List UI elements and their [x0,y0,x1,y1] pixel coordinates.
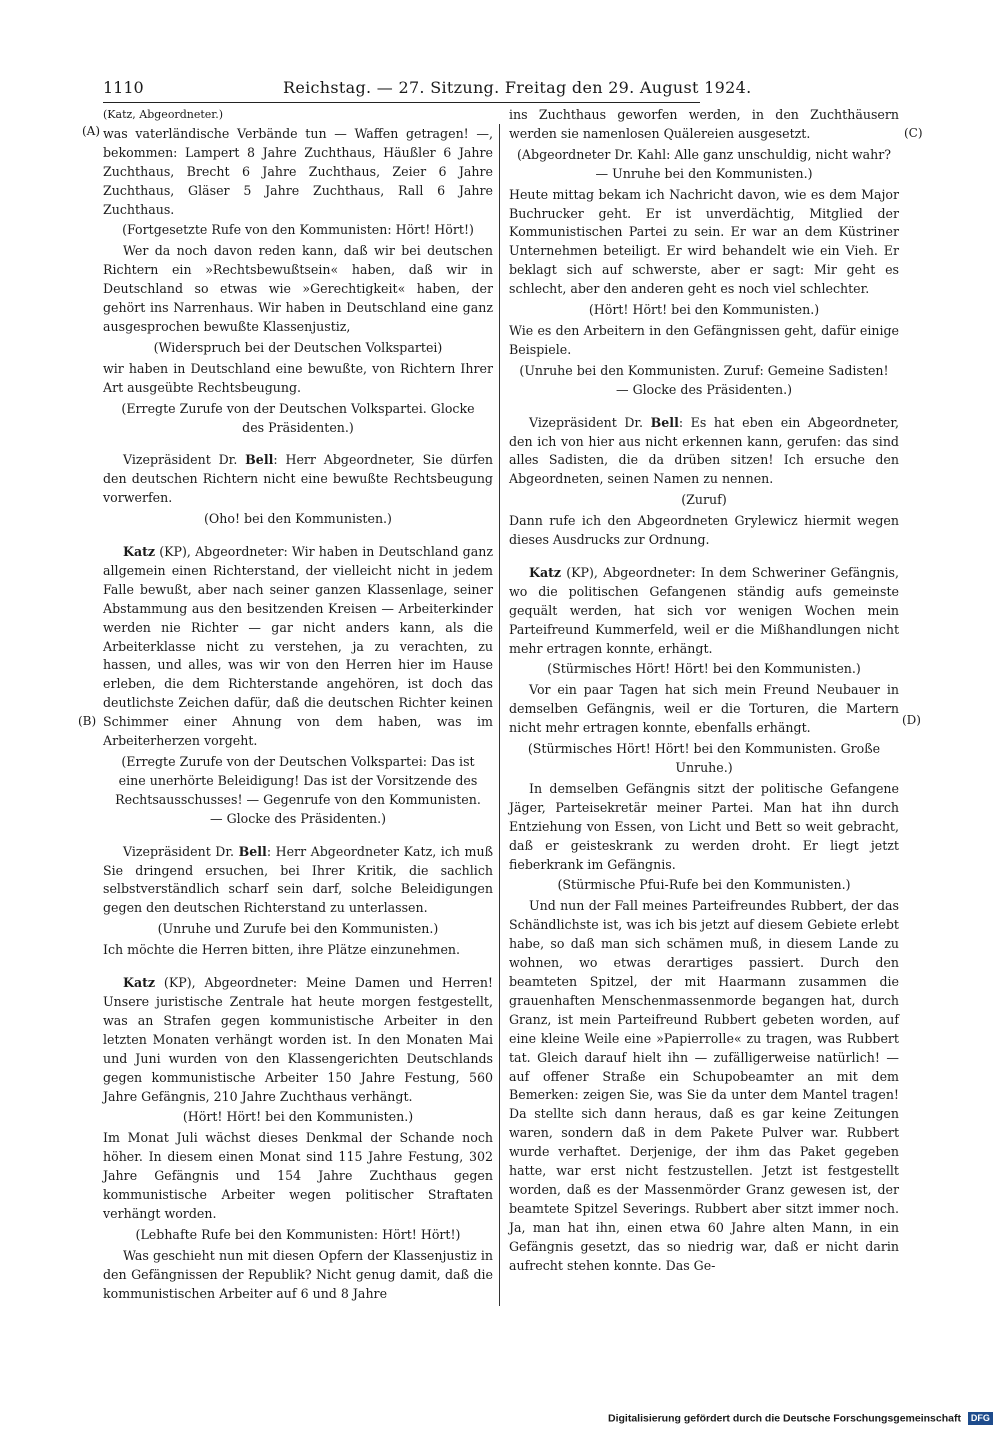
page-header [103,78,752,103]
page-number: 1110 [103,78,144,97]
paragraph: Wie es den Arbeitern in den Gefängnissen geht, dafür einige Beispiele. [509,322,899,357]
interjection: (Stürmisches Hört! Hört! bei den Kommunisten.) [547,661,861,677]
speaker-name: Bell [238,843,267,859]
paragraph: Dann rufe ich den Abgeordneten Grylewicz hiermit wegen dieses Ausdrucks zur Ordnung. [509,513,899,548]
speaker-name: Bell [650,414,679,430]
interjection: (Widerspruch bei der Deutschen Volkspartei) [153,339,443,355]
paragraph: Wer da noch davon reden kann, daß wir bei deutschen Richtern ein »Rechtsbewußtsein« haben, daß wir in Deutschland so etwas wie »Gerechtigkeit« haben, der gehört ins Narrenhaus. Wir haben in Deutschland eine ganz ausgesprochen bewußte Klassenjustiz, [103,243,493,334]
speech-katz: Katz (KP), Abgeordneter: Meine Damen und Herren! Unsere juristische Zentrale hat heute morgen festgestellt, was an Strafen gegen kommunistische Arbeiter in den letzten Monaten verhängt worden ist. In den Monaten Mai und Juni wurden von den Klassengerichten Deutschlands gegen kommunistische Arbeiter 150 Jahre Festung, 560 Jahre Gefängnis, 210 Jahre Zuchthaus verhängt. [103,975,493,1104]
interjection: (Hört! Hört! bei den Kommunisten.) [182,1109,414,1125]
interjection: (Unruhe bei den Kommunisten. Zuruf: Gemeine Sadisten! — Glocke des Präsidenten.) [519,362,889,397]
right-column [509,106,899,1275]
speaker-name: Katz [123,975,156,991]
speech-katz: Katz (KP), Abgeordneter: In dem Schweriner Gefängnis, wo die politischen Gefangenen ständig aufs gemeinste gequält werden, hat sich vor wenigen Wochen mein Parteifreund Kummerfeld, weil er die Mißhandlungen nicht mehr ertragen konnte, erhängt. [509,564,899,656]
speaker-name: Katz [123,544,156,560]
column-divider [499,124,500,1306]
interjection: (Hört! Hört! bei den Kommunisten.) [588,302,820,318]
speech-vizepraesident: Vizepräsident Dr. Bell: Herr Abgeordneter, Sie dürfen den deutschen Richtern nicht eine bewußte Rechtsbeugung vorwerfen. [103,452,494,506]
paragraph: In demselben Gefängnis sitzt der politische Gefangene Jäger, Parteisekretär meiner Partei. Man hat ihn durch Entziehung von Essen, von Licht und Bett so weit gebracht, daß er geisteskrank zu werden droht. Er liegt jetzt fieberkrank im Gefängnis. [509,780,899,872]
paragraph: was vaterländische Verbände tun — Waffen getragen! —, bekommen: Lampert 8 Jahre Zuchthaus, Häußler 6 Jahre Zuchthaus, Brecht 6 Jahre Zuchthaus, Zeier 6 Jahre Zuchthaus, Gläser 5 Jahre Zuchthaus, Rall 6 Jahre Zuchthaus. [103,125,493,217]
paragraph: ins Zuchthaus geworfen werden, in den Zuchthäusern werden sie namenlosen Quälereien ausgesetzt. [509,107,899,141]
paragraph: wir haben in Deutschland eine bewußte, von Richtern Ihrer Art ausgeübte Rechtsbeugung. [103,360,493,395]
interjection: (Stürmische Pfui-Rufe bei den Kommunisten.) [557,877,851,893]
paragraph: Und nun der Fall meines Parteifreundes Rubbert, der das Schändlichste ist, was ich bis jetzt auf diesem Gebiete erlebt habe, so daß man sich schämen muß, in diesem Lande zu wohnen, wo etwas derartiges passiert. Durch den beamteten Spitzel, der mit Haarmann zusammen die grauenhaften Menschenmassenmorde begangen hat, durch Granz, ist mein Parteifreund Rubbert gebeten worden, auf eine kleine Weile eine »Papierrolle« zu tragen, was Rubbert tat. Gleich darauf hielt ihn — zufälligerweise natürlich! — auf offener Straße ein Schupobeamter an mit dem Bemerken: zeigen Sie, was Sie da unter dem Mantel tragen! Da stellte sich dann heraus, daß es gar keine Zeitungen waren, sondern daß in dem Pakete Pulver war. Rubbert wurde verhaftet. Derjenige, der ihm das Paket gegeben hatte, war erst nicht festzustellen. Jetzt ist festgestellt worden, daß es der Massenmörder Granz gewesen ist, der beamtete Spitzel Severings. Rubbert aber sitzt immer noch. Ja, man hat ihn, einen etwa 60 Jahre alten Mann, in ein Gefängnis gesetzt, das so niedrig war, daß er nicht darin aufrecht stehen konnte. Das Ge- [509,898,899,1273]
interjection: (Lebhafte Rufe bei den Kommunisten: Hört! Hört!) [135,1226,461,1242]
digitization-footer [608,1412,990,1428]
interjection: (Unruhe und Zurufe bei den Kommunisten.) [157,921,439,937]
speaker-continuation: (Katz, Abgeordneter.) [103,108,224,121]
paragraph: Heute mittag bekam ich Nachricht davon, wie es dem Major Buchrucker geht. Er ist unverdächtig, Mitglied der Kommunistischen Partei zu sein. Er war an dem Küstriner Unternehmen beteiligt. Er wird behandelt wie ein Vieh. Er beklagt sich auf schwerste, aber er sagt: Mir geht es schlecht, aber den anderen geht es noch viel schlechter. [509,186,899,297]
left-column [103,106,493,1303]
interjection: (Fortgesetzte Rufe von den Kommunisten: Hört! Hört!) [122,222,474,238]
margin-letter-d: (D) [902,713,921,727]
margin-letter-b: (B) [78,714,97,728]
paragraph: Ich möchte die Herren bitten, ihre Plätze einzunehmen. [103,942,461,958]
paragraph: Im Monat Juli wächst dieses Denkmal der Schande noch höher. In diesem einen Monat sind 115 Jahre Festung, 302 Jahre Gefängnis und 154 Jahre Zuchthaus gegen kommunistische Arbeiter wegen politischer Straftaten verhängt worden. [103,1130,493,1221]
interjection: (Erregte Zurufe von der Deutschen Volkspartei: Das ist eine unerhörte Beleidigung! Das ist der Vorsitzende des Rechtsausschusses! — Gegenrufe von den Kommunisten. — Glocke des Präsidenten.) [115,754,481,826]
speaker-name: Katz [529,564,562,580]
paragraph: Was geschieht nun mit diesen Opfern der Klassenjustiz in den Gefängnissen der Republik? Nicht genug damit, daß die kommunistischen Arbeiter auf 6 und 8 Jahre [103,1247,493,1301]
interjection: (Erregte Zurufe von der Deutschen Volkspartei. Glocke des Präsidenten.) [121,400,475,435]
speaker-name: Bell [245,452,274,468]
interjection: (Zuruf) [681,492,727,508]
speech-katz: Katz (KP), Abgeordneter: Wir haben in Deutschland ganz allgemein einen Richterstand, der vielleicht nicht in jedem Falle bewußt, aber nach seiner ganzen Klassenlage, seiner Abstammung aus den besitzenden Kreisen — Arbeiterkinder werden nie Richter — gar nicht anders kann, als die Arbeiterklasse nicht zu verstehen, ja zu verachten, zu hassen, und alles, was wir von den Herren hier im Hause erleben, die dem Richterstande angehören, ist doch das deutlichste Zeichen dafür, daß die deutschen Richter keinen Schimmer einer Ahnung von dem haben, was im Arbeiterherzen vorgeht. [103,544,493,749]
interjection: (Oho! bei den Kommunisten.) [204,511,392,527]
margin-letter-c: (C) [904,126,923,140]
footer-text: Digitalisierung gefördert durch die Deutsche Forschungsgemeinschaft [608,1412,961,1425]
margin-letter-a: (A) [82,124,101,138]
interjection: (Abgeordneter Dr. Kahl: Alle ganz unschuldig, nicht wahr? — Unruhe bei den Kommunisten.) [517,146,891,181]
speech-vizepraesident: Vizepräsident Dr. Bell: Herr Abgeordneter Katz, ich muß Sie dringend ersuchen, bei Ihrer Kritik, die sachlich selbstverständlich scharf sein darf, solche Beleidigungen gegen den deutschen Richterstand zu unterlassen. [103,843,493,916]
interjection: (Stürmisches Hört! Hört! bei den Kommunisten. Große Unruhe.) [527,741,881,775]
paragraph: Vor ein paar Tagen hat sich mein Freund Neubauer in demselben Gefängnis, weil er die Torturen, die Martern nicht mehr ertragen konnte, ebenfalls erhängt. [509,682,899,736]
dfg-logo-icon: DFG [968,1412,993,1425]
speech-vizepraesident: Vizepräsident Dr. Bell: Es hat eben ein Abgeordneter, den ich von hier aus nicht erkennen kann, gerufen: das sind alles Sadisten, die da drüben sitzen! Ich ersuche den Abgeordneten, seinen Namen zu nennen. [509,414,899,487]
running-head: Reichstag. — 27. Sitzung. Freitag den 29. August 1924. [283,78,752,97]
